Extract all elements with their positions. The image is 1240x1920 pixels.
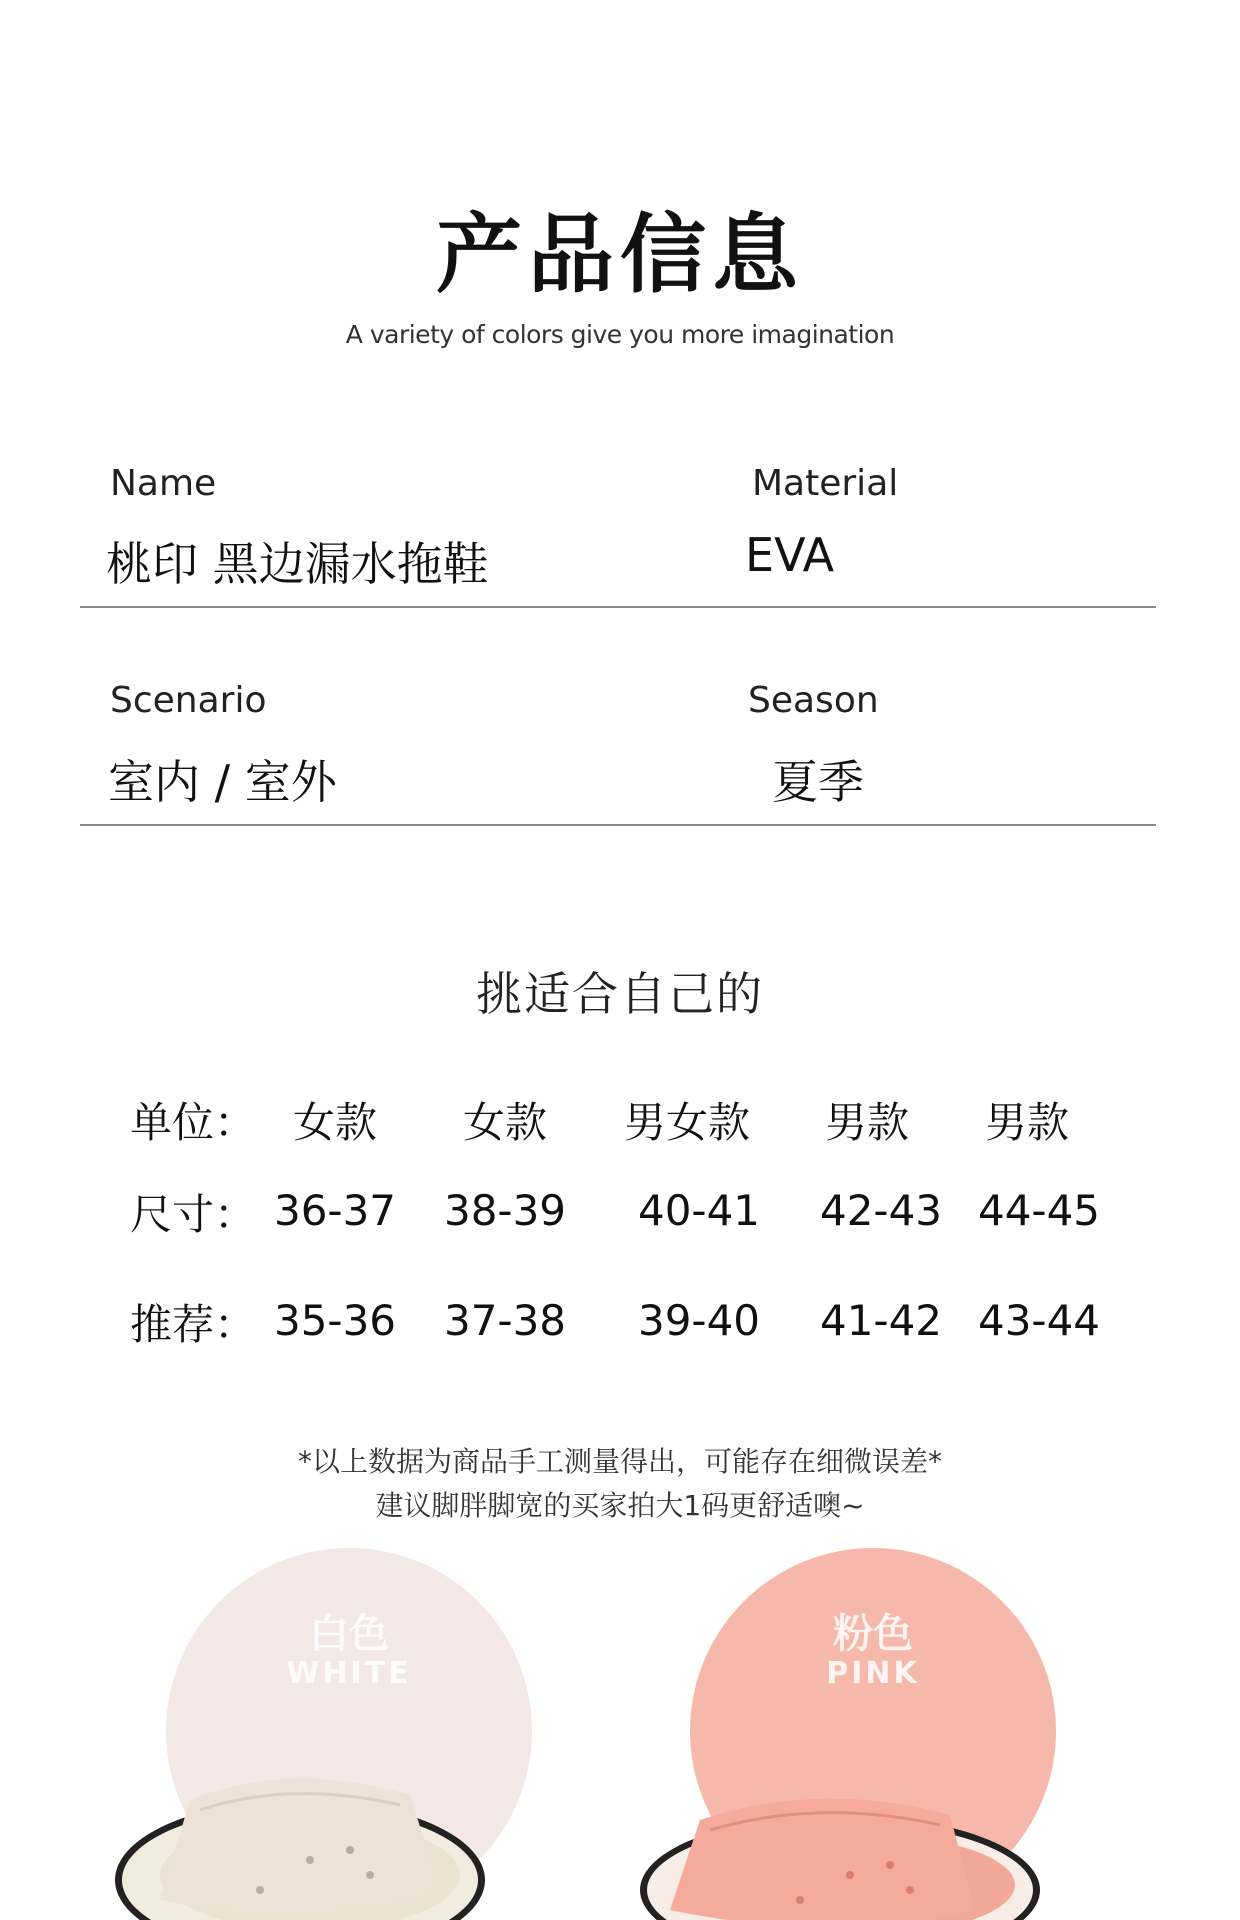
white-color-cn: 白色 [309, 1611, 389, 1657]
material-label: Material [752, 463, 899, 504]
sizing-tip: 建议脚胖脚宽的买家拍大1码更舒适噢~ [375, 1489, 865, 1522]
table-cell: 40-41 [637, 1186, 761, 1235]
season-label: Season [748, 680, 879, 721]
row-label-unit: 单位： [130, 1098, 257, 1147]
name-label: Name [110, 463, 217, 504]
table-cell: 44-45 [977, 1186, 1101, 1235]
scenario-value: 室内 / 室外 [108, 755, 337, 809]
scenario-label: Scenario [110, 680, 267, 721]
row-label-recommend: 推荐： [130, 1300, 257, 1349]
divider [80, 606, 1156, 608]
table-cell: 女款 [462, 1098, 547, 1147]
table-cell: 38-39 [443, 1186, 567, 1235]
pink-color-en: PINK [826, 1656, 920, 1691]
table-cell: 36-37 [273, 1186, 397, 1235]
table-cell: 男女款 [623, 1098, 750, 1147]
table-cell: 男款 [984, 1098, 1069, 1147]
table-cell: 39-40 [637, 1296, 761, 1345]
table-cell: 男款 [824, 1098, 909, 1147]
table-cell: 43-44 [977, 1296, 1101, 1345]
table-cell: 35-36 [273, 1296, 397, 1345]
season-value: 夏季 [772, 755, 864, 809]
white-color-en: WHITE [286, 1656, 412, 1691]
table-cell: 37-38 [443, 1296, 567, 1345]
disclaimer-note: *以上数据为商品手工测量得出，可能存在细微误差* [297, 1445, 942, 1478]
size-chart-title: 挑适合自己的 [476, 967, 764, 1021]
pink-slipper-image [630, 1760, 1050, 1920]
divider [80, 824, 1156, 826]
page-subtitle: A variety of colors give you more imagination [345, 320, 895, 349]
page-title: 产品信息 [436, 205, 804, 305]
table-cell: 女款 [292, 1098, 377, 1147]
table-cell: 42-43 [819, 1186, 943, 1235]
table-cell: 41-42 [819, 1296, 943, 1345]
pink-color-cn: 粉色 [833, 1611, 913, 1657]
row-label-size: 尺寸： [130, 1190, 257, 1239]
material-value: EVA [745, 528, 835, 582]
name-value: 桃印 黑边漏水拖鞋 [106, 537, 489, 591]
white-slipper-image [110, 1740, 510, 1920]
